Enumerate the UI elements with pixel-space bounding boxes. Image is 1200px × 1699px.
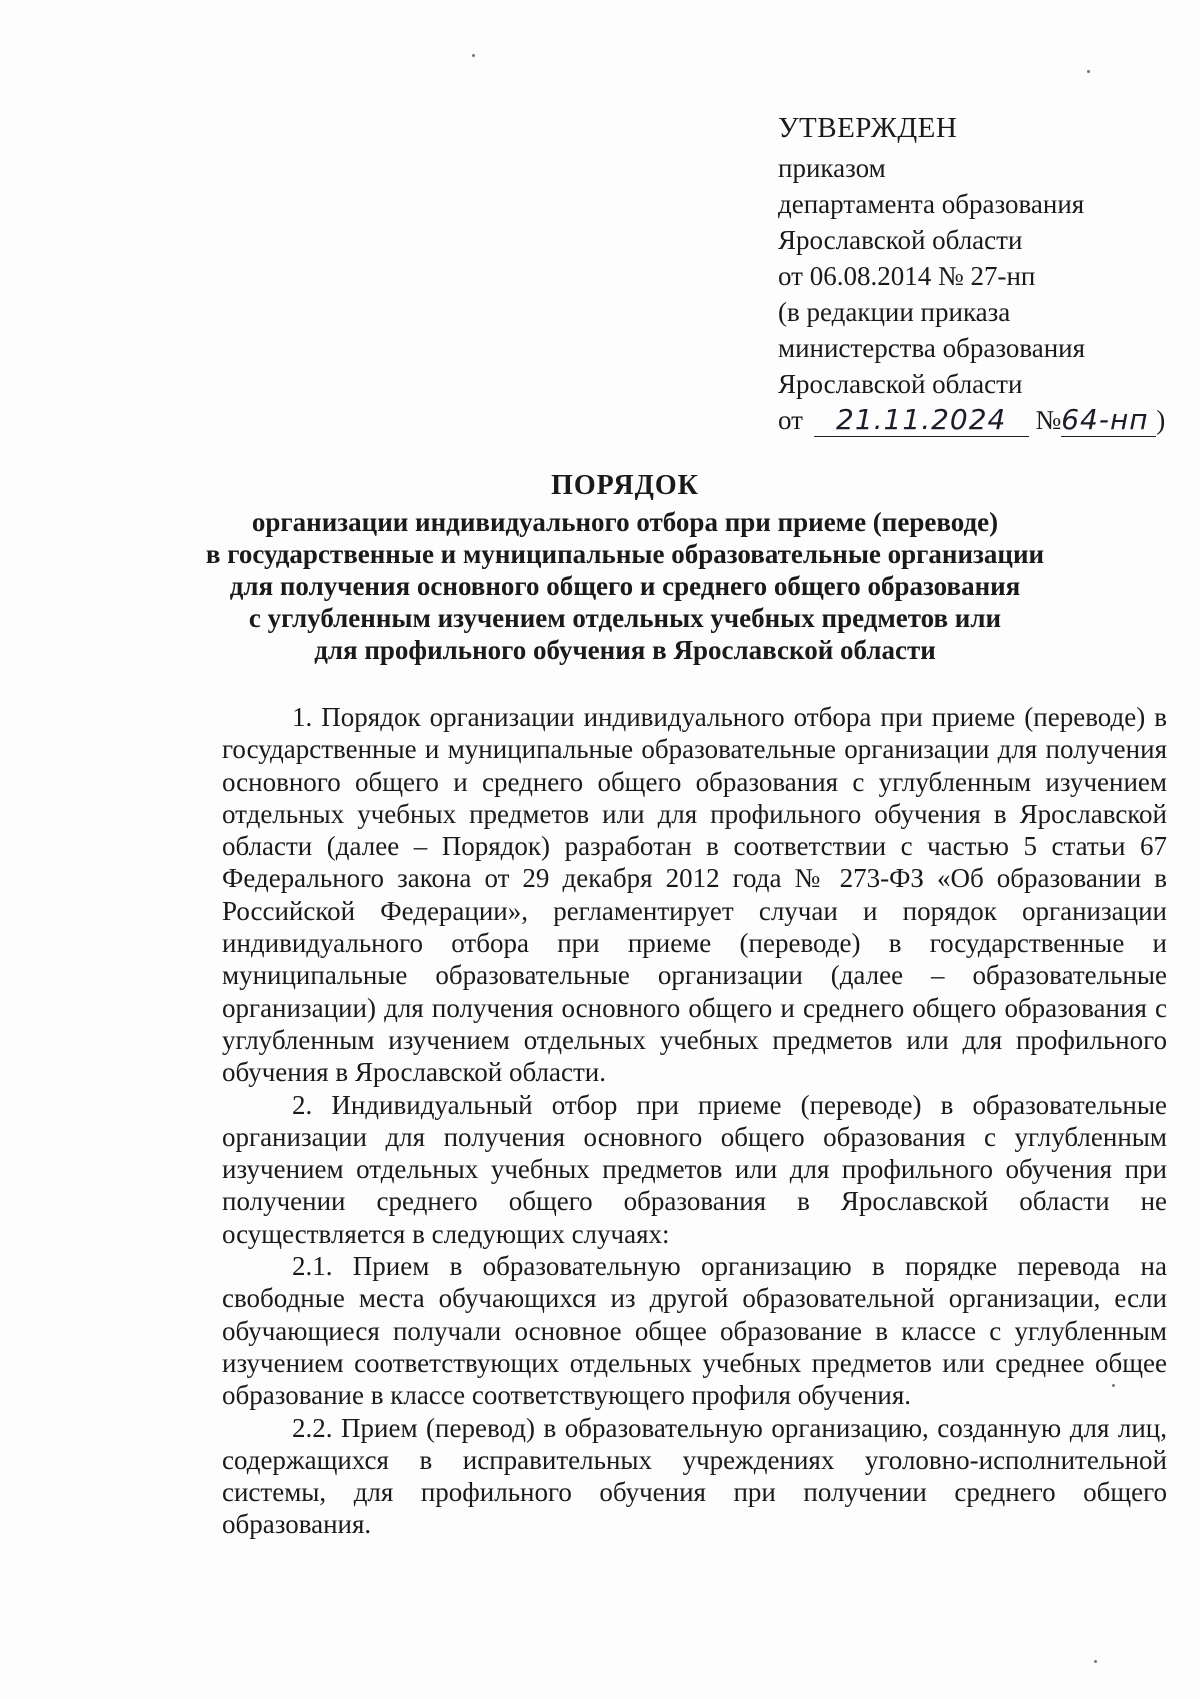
date-prefix: от [778, 405, 803, 435]
approval-line: Ярославской области [778, 369, 1023, 399]
scan-speck [1112, 1384, 1115, 1387]
handwritten-number: 64-нп [1061, 403, 1149, 436]
approval-line: (в редакции приказа [778, 297, 1011, 327]
approval-heading: УТВЕРЖДЕН [778, 112, 958, 144]
approval-line: приказом [778, 153, 886, 183]
scan-speck [472, 54, 475, 57]
approval-line: от 06.08.2014 № 27-нп [778, 261, 1036, 291]
date-field [814, 404, 1029, 437]
title-line: для получения основного общего и среднего общего образования [229, 571, 1021, 601]
approval-line: министерства образования [778, 333, 1086, 363]
title-line: с углубленным изучением отдельных учебных предметов или [248, 603, 1002, 633]
number-field [1061, 404, 1156, 437]
title-line: в государственные и муниципальные образовательные организации [205, 539, 1045, 569]
closing-paren: ) [1156, 405, 1166, 435]
number-prefix: № [1035, 405, 1062, 435]
document-title-block [180, 470, 1070, 666]
approval-line: департамента образования [778, 189, 1085, 219]
paragraph-1: 1. Порядок организации индивидуального отбора при приеме (переводе) в государственные и муниципальные образовательные организации для получения основного общего и среднего общего образования с углубленным изучением отдельных учебных предметов или для профильного обучения в Ярославской области (далее – Порядок) разработан в соответствии с частью 5 статьи 67 Федерального закона от 29 декабря 2012 года № 273-ФЗ «Об образовании в Российской Федерации», регламентирует случаи и порядок организации индивидуального отбора при приеме (переводе) в государственные и муниципальные образовательные организации (далее – образовательные организации) для получения основного общего и среднего общего образования с углубленным изучением отдельных учебных предметов или для профильного обучения в Ярославской области. [222, 702, 1167, 1088]
paragraph-2: 2. Индивидуальный отбор при приеме (переводе) в образовательные организации для получения основного общего образования с углубленным изучением отдельных учебных предметов или для профильного обучения при получении среднего общего образования в Ярославской области не осуществляется в следующих случаях: [222, 1089, 1167, 1249]
scan-speck [1087, 70, 1090, 73]
title-line: для профильного обучения в Ярославской области [314, 635, 936, 665]
approval-date-line [778, 402, 1178, 442]
document-title: ПОРЯДОК [551, 470, 699, 501]
scan-speck [1094, 1660, 1097, 1663]
paragraph-2-2: 2.2. Прием (перевод) в образовательную организацию, созданную для лиц, содержащихся в исправительных учреждениях уголовно-исполнительной системы, для профильного обучения при получении среднего общего образования. [222, 1412, 1167, 1540]
paragraph-2-1: 2.1. Прием в образовательную организацию в порядке перевода на свободные места обучающихся из другой образовательной организации, если обучающиеся получали основное общее образование в классе с углубленным изучением соответствующих отдельных учебных предметов или среднее общее образование в классе соответствующего профиля обучения. [222, 1251, 1167, 1411]
document-body [222, 701, 1167, 1541]
approval-block [778, 108, 1178, 442]
handwritten-date: 21.11.2024 [836, 403, 1007, 436]
title-line: организации индивидуального отбора при приеме (переводе) [251, 507, 999, 537]
approval-line: Ярославской области [778, 225, 1023, 255]
